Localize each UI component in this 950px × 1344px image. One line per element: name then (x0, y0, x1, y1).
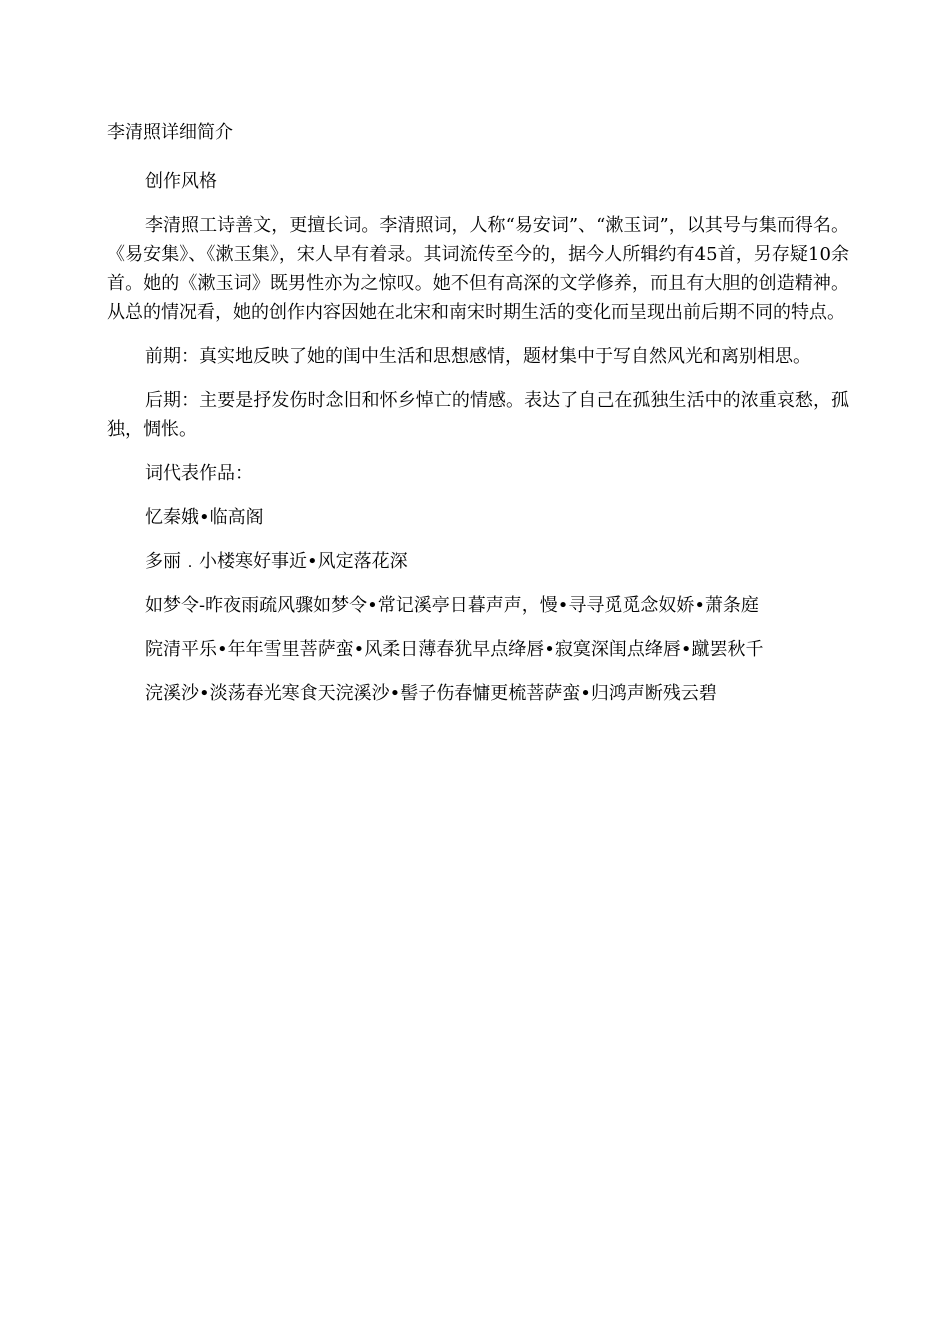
works-line: 如梦令-昨夜雨疏风骤如梦令•常记溪亭日暮声声，慢•寻寻觅觅念奴娇•萧条庭 (145, 595, 759, 616)
document-body (107, 118, 849, 723)
works-line: 忆秦娥•临高阁 (145, 507, 264, 528)
works-line: 院清平乐•年年雪里菩萨蛮•风柔日薄春犹早点绛唇•寂寞深闺点绛唇•蹴罢秋千 (145, 639, 764, 660)
paragraph-style-overview: 李清照工诗善文，更擅长词。李清照词，人称“易安词”、“漱玉词”，以其号与集而得名。《易安集》、《漱玉集》，宋人早有着录。其词流传至今的，据今人所辑约有45首，另存疑10余首。她的《漱玉词》既男性亦为之惊叹。她不但有高深的文学修养，而且有大胆的创造精神。从总的情况看，她的创作内容因她在北宋和南宋时期生活的变化而呈现出前后期不同的特点。 (107, 215, 849, 323)
document-title: 李清照详细简介 (107, 122, 233, 143)
works-heading: 词代表作品： (145, 463, 253, 484)
works-line: 多丽﹒小楼寒好事近•风定落花深 (145, 551, 408, 572)
section-heading: 创作风格 (145, 171, 217, 192)
works-line: 浣溪沙•淡荡春光寒食天浣溪沙•髻子伤春慵更梳菩萨蛮•归鸿声断残云碧 (145, 683, 717, 704)
paragraph-early-period: 前期：真实地反映了她的闺中生活和思想感情，题材集中于写自然风光和离别相思。 (145, 346, 811, 367)
paragraph-late-period: 后期：主要是抒发伤时念旧和怀乡悼亡的情感。表达了自己在孤独生活中的浓重哀愁，孤独，惆怅。 (107, 390, 849, 440)
